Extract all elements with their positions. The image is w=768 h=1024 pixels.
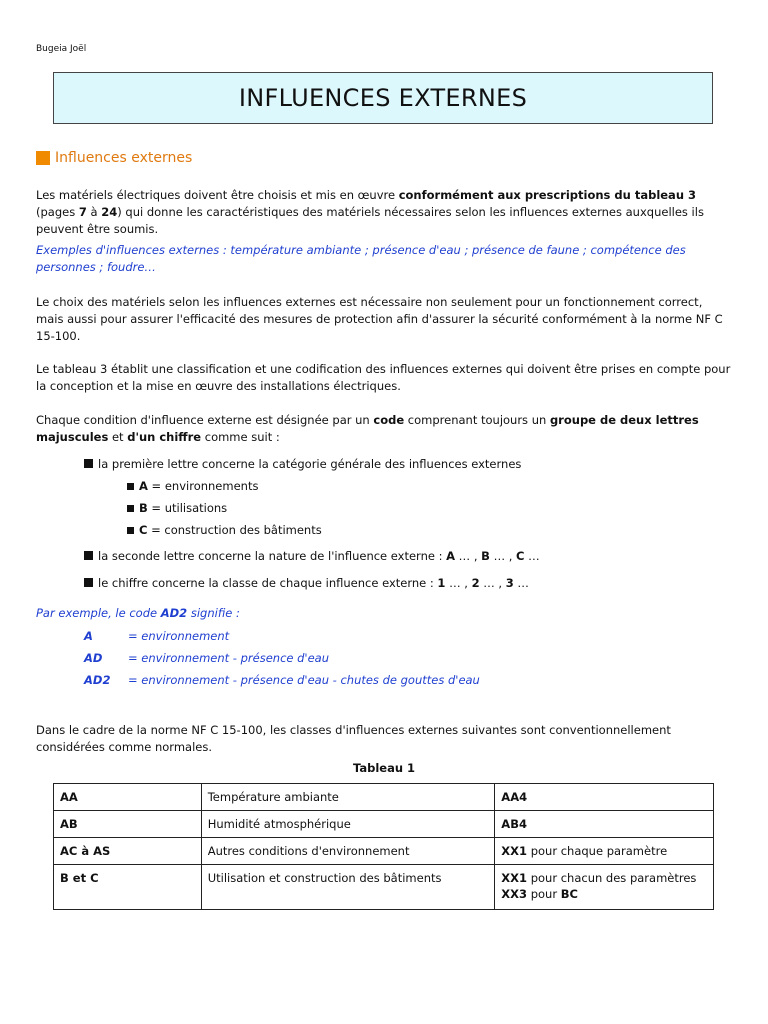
text-run: à bbox=[86, 205, 102, 219]
example-meaning: = environnement - présence d'eau bbox=[128, 651, 329, 665]
text-run: pour bbox=[527, 887, 561, 901]
example-code: A bbox=[84, 629, 93, 643]
bold-run: A bbox=[446, 549, 456, 563]
example-intro bbox=[36, 605, 240, 621]
example-row-ad2 bbox=[84, 672, 480, 688]
table-cell-code bbox=[54, 865, 202, 910]
table-cell-code bbox=[54, 784, 202, 811]
text-run: = construction des bâtiments bbox=[147, 523, 322, 537]
bold-run: XX3 bbox=[501, 887, 528, 901]
text-run: et bbox=[108, 430, 128, 444]
square-bullet-icon bbox=[84, 578, 93, 587]
paragraph-table3: Le tableau 3 établit une classification et une codification des influences externes qui doivent être prises en compte pour la conception et la mise en œuvre des installations électriques. bbox=[36, 362, 731, 393]
example-code: AD bbox=[84, 651, 103, 665]
bold-run: AB bbox=[60, 817, 78, 831]
bold-run: groupe de deux lettres majuscules bbox=[36, 413, 699, 444]
section-heading-label: Influences externes bbox=[55, 150, 193, 166]
bold-run: conformément aux prescriptions du tableau 3 bbox=[398, 188, 697, 202]
bold-run: A bbox=[139, 479, 148, 493]
text-run: … bbox=[524, 549, 540, 563]
table-cell-class bbox=[495, 811, 714, 838]
paragraph-normal-classes: Dans le cadre de la norme NF C 15-100, les classes d'influences externes suivantes sont conventionnellement considérées comme normales. bbox=[36, 723, 671, 754]
bold-run: AD2 bbox=[160, 606, 188, 620]
bold-run: 1 bbox=[437, 576, 446, 590]
bullet-second-letter bbox=[84, 548, 540, 564]
text-run: Les matériels électriques doivent être choisis et mis en œuvre bbox=[36, 188, 399, 202]
bold-run: 2 bbox=[471, 576, 480, 590]
table-cell-desc: Humidité atmosphérique bbox=[201, 811, 495, 838]
paragraph-choice: Le choix des matériels selon les influences externes est nécessaire non seulement pour un fonctionnement correct, mais aussi pour assurer l'efficacité des mesures de protection afin d'assurer la sécurité conformément à la norme NF C 15-100. bbox=[36, 295, 723, 343]
square-bullet-icon bbox=[127, 527, 134, 534]
bold-run: BC bbox=[560, 887, 578, 901]
table-cell-class bbox=[495, 865, 714, 910]
orange-square-bullet-icon bbox=[36, 151, 50, 165]
text-run: pour chacun des paramètres bbox=[527, 871, 697, 885]
text-run: (pages bbox=[36, 205, 79, 219]
text-run: = utilisations bbox=[147, 501, 228, 515]
sub-bullet-a bbox=[127, 478, 258, 494]
bold-run: AA4 bbox=[501, 790, 528, 804]
text-run: comme suit : bbox=[201, 430, 280, 444]
sub-bullet-b bbox=[127, 500, 227, 516]
text-run: pour chaque paramètre bbox=[527, 844, 668, 858]
table-cell-class bbox=[495, 784, 714, 811]
page-title: INFLUENCES EXTERNES bbox=[238, 84, 528, 112]
table-caption: Tableau 1 bbox=[352, 761, 416, 775]
bold-run: 7 bbox=[78, 205, 87, 219]
table-row bbox=[54, 838, 714, 865]
bold-run: 3 bbox=[505, 576, 514, 590]
table-cell-desc: Utilisation et construction des bâtiments bbox=[201, 865, 495, 910]
title-banner bbox=[53, 72, 713, 124]
bold-run: code bbox=[373, 413, 405, 427]
bold-run: AC à AS bbox=[60, 844, 111, 858]
examples-line: Exemples d'influences externes : température ambiante ; présence d'eau ; présence de faune ; compétence des personnes ; foudre… bbox=[36, 243, 686, 274]
bullet-text: la première lettre concerne la catégorie générale des influences externes bbox=[98, 457, 522, 471]
bold-run: B bbox=[139, 501, 148, 515]
text-run: = environnements bbox=[147, 479, 259, 493]
square-bullet-icon bbox=[127, 483, 134, 490]
text-run: Chaque condition d'influence externe est désignée par un bbox=[36, 413, 374, 427]
paragraph-code bbox=[36, 412, 731, 446]
bullet-first-letter bbox=[84, 456, 521, 472]
bold-run: AA bbox=[60, 790, 78, 804]
example-code: AD2 bbox=[84, 673, 111, 687]
sub-bullet-c bbox=[127, 522, 322, 538]
text-run: … , bbox=[489, 549, 517, 563]
table-cell-code bbox=[54, 811, 202, 838]
bold-run: C bbox=[516, 549, 525, 563]
text-run: la seconde lettre concerne la nature de l'influence externe : bbox=[98, 549, 447, 563]
table-cell-desc: Température ambiante bbox=[201, 784, 495, 811]
bold-run: 24 bbox=[101, 205, 118, 219]
section-heading bbox=[36, 150, 192, 166]
table-row bbox=[54, 865, 714, 910]
table-cell-code bbox=[54, 838, 202, 865]
bold-run: XX1 bbox=[501, 844, 528, 858]
author-name: Bugeia Joël bbox=[36, 44, 87, 54]
square-bullet-icon bbox=[84, 551, 93, 560]
example-row-a bbox=[84, 628, 229, 644]
bold-run: C bbox=[139, 523, 148, 537]
bold-run: B et C bbox=[60, 871, 99, 885]
example-row-ad bbox=[84, 650, 329, 666]
text-run: ) qui donne les caractéristiques des matériels nécessaires selon les influences externes auxquelles ils peuvent être soumis. bbox=[36, 205, 704, 236]
text-run: Par exemple, le code bbox=[36, 606, 161, 620]
text-run: … , bbox=[455, 549, 482, 563]
bold-run: XX1 bbox=[501, 871, 528, 885]
text-run: … bbox=[513, 576, 529, 590]
influences-table bbox=[53, 783, 714, 910]
table-row bbox=[54, 784, 714, 811]
example-meaning: = environnement bbox=[128, 629, 230, 643]
bold-run: d'un chiffre bbox=[127, 430, 202, 444]
square-bullet-icon bbox=[127, 505, 134, 512]
bold-run: B bbox=[481, 549, 490, 563]
bullet-digit bbox=[84, 575, 529, 591]
table-row bbox=[54, 811, 714, 838]
text-run: … , bbox=[479, 576, 506, 590]
paragraph-intro bbox=[36, 187, 731, 238]
example-meaning: = environnement - présence d'eau - chutes de gouttes d'eau bbox=[128, 673, 480, 687]
text-run: signifie : bbox=[187, 606, 240, 620]
table-cell-class bbox=[495, 838, 714, 865]
square-bullet-icon bbox=[84, 459, 93, 468]
table-cell-desc: Autres conditions d'environnement bbox=[201, 838, 495, 865]
bold-run: AB4 bbox=[501, 817, 527, 831]
text-run: comprenant toujours un bbox=[404, 413, 550, 427]
text-run: le chiffre concerne la classe de chaque influence externe : bbox=[98, 576, 438, 590]
text-run: … , bbox=[445, 576, 472, 590]
